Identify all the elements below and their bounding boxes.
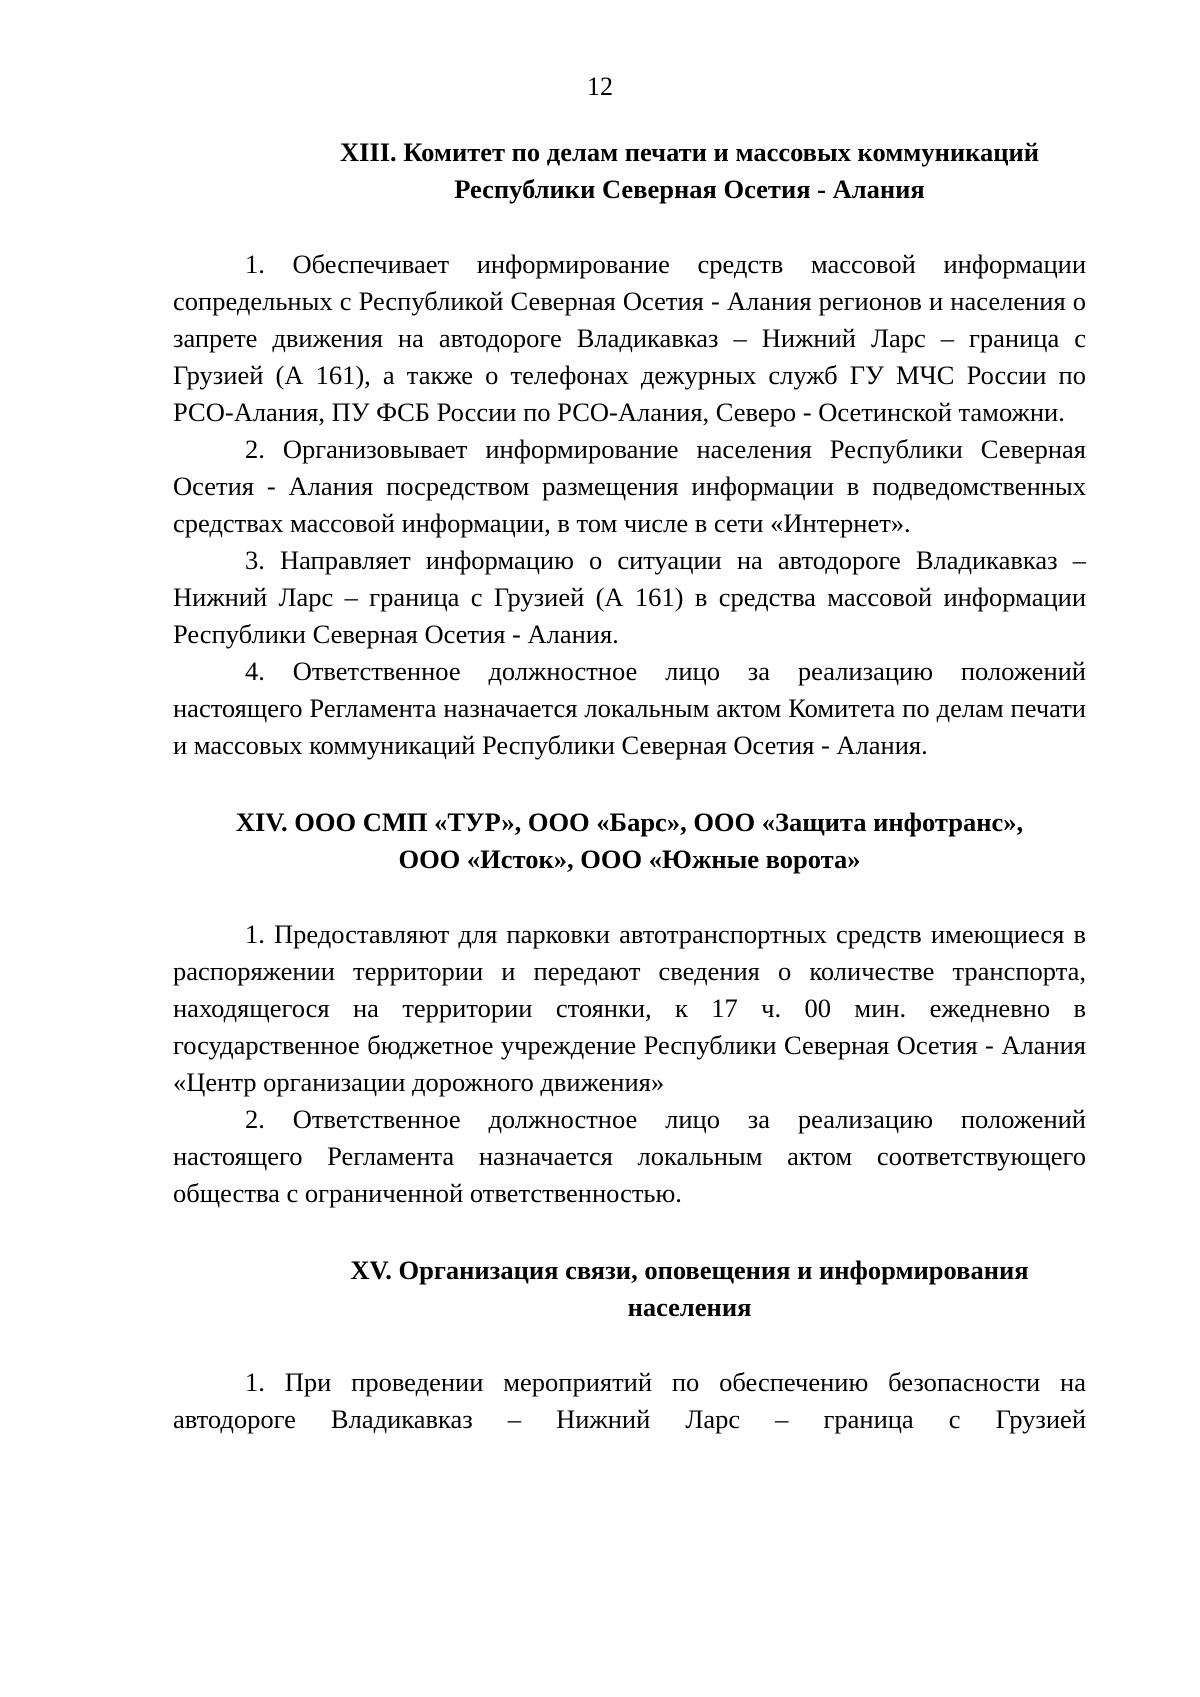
section-xiii-item-4: 4. Ответственное должностное лицо за реализацию положений настоящего Регламента назначается локальным актом Комитета по делам печати и массовых коммуникаций Республики Северная Осетия - Алания. [173,656,1086,760]
section-xv-heading [173,1252,1086,1326]
section-xiv-item-2: 2. Ответственное должностное лицо за реализацию положений настоящего Регламента назначается локальным актом соответствующего общества с ограниченной ответственностью. [173,1104,1086,1208]
section-xiii-item-1: 1. Обеспечивает информирование средств массовой информации сопредельных с Республикой Северная Осетия - Алания регионов и населения о запрете движения на автодороге Владикавказ – Нижний Ларс – граница с Грузией (А 161), а также о телефонах дежурных служб ГУ МЧС России по РСО-Алания, ПУ ФСБ России по РСО-Алания, Северо - Осетинской таможни. [173,249,1086,427]
section-xiv-heading [173,804,1086,878]
section-xv-heading-line-1: XV. Организация связи, оповещения и информирования [350,1255,1029,1285]
section-xiv-item-1: 1. Предоставляют для парковки автотранспортных средств имеющиеся в распоряжении территории и передают сведения о количестве транспорта, находящегося на территории стоянки, к 17 ч. 00 мин. ежедневно в государственное бюджетное учреждение Республики Северная Осетия - Алания «Центр организации дорожного движения» [173,919,1086,1097]
document-body [173,134,1086,1438]
section-xiv-heading-line-1: XIV. ООО СМП «ТУР», ООО «Барс», ООО «Защита инфотранс», [235,807,1024,837]
section-xiii-item-3: 3. Направляет информацию о ситуации на автодороге Владикавказ – Нижний Ларс – граница с Грузией (А 161) в средства массовой информации Республики Северная Осетия - Алания. [173,545,1086,649]
section-xv-heading-line-2: населения [627,1292,752,1322]
section-xiii-heading [173,134,1086,208]
section-xiii-heading-line-2: Республики Северная Осетия - Алания [454,174,925,204]
section-xiv-heading-line-2: ООО «Исток», ООО «Южные ворота» [398,844,861,874]
section-xiii-heading-line-1: XIII. Комитет по делам печати и массовых коммуникаций [339,137,1040,167]
page-number: 12 [587,72,613,101]
section-xiii-item-2: 2. Организовывает информирование населения Республики Северная Осетия - Алания посредством размещения информации в подведомственных средствах массовой информации, в том числе в сети «Интернет». [173,434,1086,538]
section-xv-item-1: 1. При проведении мероприятий по обеспечению безопасности на автодороге Владикавказ – Нижний Ларс – граница с Грузией [173,1367,1086,1434]
